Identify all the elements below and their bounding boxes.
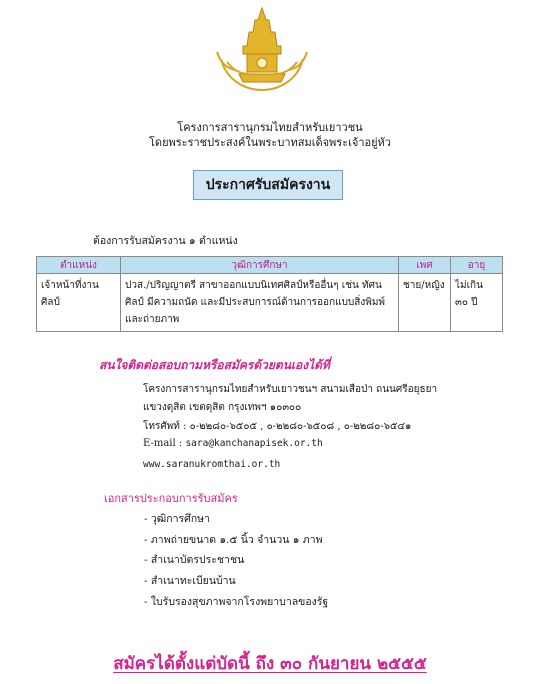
contact-heading: สนใจติดต่อสอบถามหรือสมัครด้วยตนเองได้ที่ [99,358,330,372]
column-header: เพศ [399,257,451,274]
position-count: ต้องการรับสมัครงาน ๑ ตำแหน่ง [93,235,238,247]
application-deadline: สมัครได้ตั้งแต่บัดนี้ ถึง ๓๐ กันยายน ๒๕๕๕ [113,654,427,674]
document-item: - วุฒิการศึกษา [144,513,210,525]
document-item: - ใบรับรองสุขภาพจากโรงพยาบาลของรัฐ [144,596,329,608]
contact-address-line1: โครงการสารานุกรมไทยสำหรับเยาวชนฯ สนามเสือป่า ถนนศรีอยุธยา [143,384,438,395]
cell-age: ไม่เกิน ๓๐ ปี [451,274,503,332]
document-item: - สำเนาบัตรประชาชน [144,554,245,566]
contact-phone: โทรศัพท์ : ๐-๒๒๘๐-๖๕๐๕ , ๐-๒๒๘๐-๖๕๐๘ , ๐-๒๒๘๐-๖๕๔๑ [143,421,412,432]
cell-position: เจ้าหน้าที่งานศิลป์ [37,274,121,332]
contact-address-line2: แขวงดุสิต เขตดุสิต กรุงเทพฯ ๑๐๓๐๐ [143,402,302,413]
email-link[interactable]: sara@kanchanapisek.or.th [185,438,323,449]
organization-subtitle: โดยพระราชประสงค์ในพระบาทสมเด็จพระเจ้าอยู่หัว [149,136,391,149]
table-row [37,274,503,332]
job-table [36,256,503,332]
column-header: วุฒิการศึกษา [121,257,399,274]
column-header: ตำแหน่ง [37,257,121,274]
document-item: - สำเนาทะเบียนบ้าน [144,575,236,587]
email-label: E-mail : [143,438,186,449]
documents-heading: เอกสารประกอบการรับสมัคร [104,492,238,505]
announcement-title: ประกาศรับสมัครงาน [193,170,343,200]
website-link[interactable]: www.saranukromthai.or.th [143,459,281,470]
contact-email [143,438,323,449]
royal-emblem-icon [213,4,311,96]
column-header: อายุ [451,257,503,274]
cell-education: ปวส./ปริญญาตรี สาขาออกแบบนิเทศศิลป์หรืออื่นๆ เช่น ทัศนศิลป์ มีความถนัด และมีประสบการณ์ด้านการออกแบบสิ่งพิมพ์ และถ่ายภาพ [121,274,399,332]
table-header-row [37,257,503,274]
cell-gender: ชาย/หญิง [399,274,451,332]
document-item: - ภาพถ่ายขนาด ๑.๕ นิ้ว จำนวน ๑ ภาพ [144,534,323,546]
organization-name: โครงการสารานุกรมไทยสำหรับเยาวชน [177,121,363,134]
